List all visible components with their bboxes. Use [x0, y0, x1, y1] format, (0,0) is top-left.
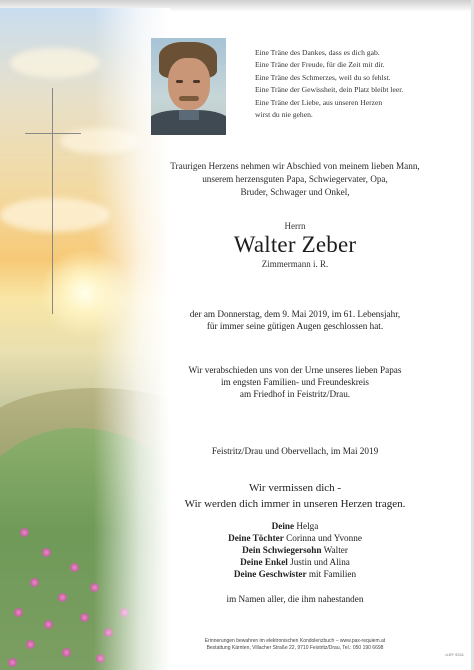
mourner-line: [120, 545, 470, 557]
deceased-name: Walter Zeber: [233, 232, 357, 257]
mourner-line: [120, 557, 470, 569]
poem: [255, 47, 460, 121]
mourner-role: Deine Enkel: [240, 556, 288, 567]
mourner-role: Deine: [271, 521, 295, 531]
cross-horizontal: [25, 133, 81, 134]
collar: [179, 110, 199, 120]
closing-line: Wir vermissen dich -: [248, 482, 342, 494]
poem-line: Eine Träne der Gewissheit, dein Platz bleibt leer.: [255, 85, 404, 95]
mourner-role: Dein Schwiegersohn: [242, 544, 322, 555]
closing-line: Wir werden dich immer in unseren Herzen tragen.: [184, 498, 406, 511]
poem-line: Eine Träne des Dankes, dass es dich gab.: [255, 48, 380, 57]
place-date: Feistritz/Drau und Obervellach, im Mai 2019: [211, 446, 379, 456]
closing-line-all: im Namen aller, die ihm nahestanden: [226, 594, 364, 604]
death-notice: [120, 308, 470, 332]
mourner-line: [120, 521, 470, 533]
honorific: Herrn: [284, 221, 306, 231]
farewell-line: im engsten Familien- und Freundeskreis: [221, 377, 369, 388]
mourner-names: Helga: [296, 521, 319, 531]
poem-line: Eine Träne der Liebe, aus unseren Herzen: [255, 97, 383, 107]
face: [168, 58, 210, 110]
poem-line: Eine Träne der Freude, für die Zeit mit dir.: [255, 60, 385, 70]
mourner-line: [120, 569, 470, 581]
farewell-notice: [120, 364, 470, 401]
footer-line: Bestattung Kärnten, Villacher Straße 22, 9710 Feistritz/Drau, Tel.: 050 190 6698: [206, 645, 384, 651]
portrait-photo: [151, 38, 226, 135]
occupation: Zimmermann i. R.: [261, 259, 329, 269]
mourner-names: Walter: [323, 544, 348, 555]
mourner-names: Justin und Alina: [290, 556, 350, 567]
farewell-line: am Friedhof in Feistritz/Drau.: [239, 389, 351, 400]
footer: [120, 638, 470, 652]
right-eye: [193, 80, 200, 83]
mourner-role: Deine Töchter: [228, 532, 284, 543]
intro-text: [120, 160, 470, 200]
mourners-list: [120, 521, 470, 581]
mustache: [179, 96, 199, 101]
footer-line: Erinnerungen bewahren im elektronischen Kondolenzbuch – www.pax-requiem.at: [204, 638, 386, 644]
intro-line: unserem herzensguten Papa, Schwiegervater, Opa,: [202, 174, 388, 185]
closing-message: [120, 480, 470, 512]
poem-line: Eine Träne des Schmerzes, weil du so fehlst.: [255, 72, 391, 82]
document-code: d-EF 9241: [445, 652, 464, 657]
cross-vertical: [52, 88, 53, 314]
left-eye: [176, 80, 183, 83]
death-line: für immer seine gütigen Augen geschlossen hat.: [206, 321, 384, 332]
intro-line: Bruder, Schwager und Onkel,: [240, 187, 350, 198]
mourner-line: [120, 533, 470, 545]
mourner-role: Deine Geschwister: [233, 568, 307, 579]
intro-line: Traurigen Herzens nehmen wir Abschied von meinem lieben Mann,: [170, 161, 420, 171]
mourner-names: mit Familien: [308, 568, 357, 579]
farewell-line: Wir verabschieden uns von der Urne unseres lieben Papas: [188, 365, 402, 375]
death-line: der am Donnerstag, dem 9. Mai 2019, im 61. Lebensjahr,: [189, 309, 401, 319]
mourner-names: Corinna und Yvonne: [286, 532, 362, 543]
poem-line: wirst du nie gehen.: [255, 110, 313, 120]
